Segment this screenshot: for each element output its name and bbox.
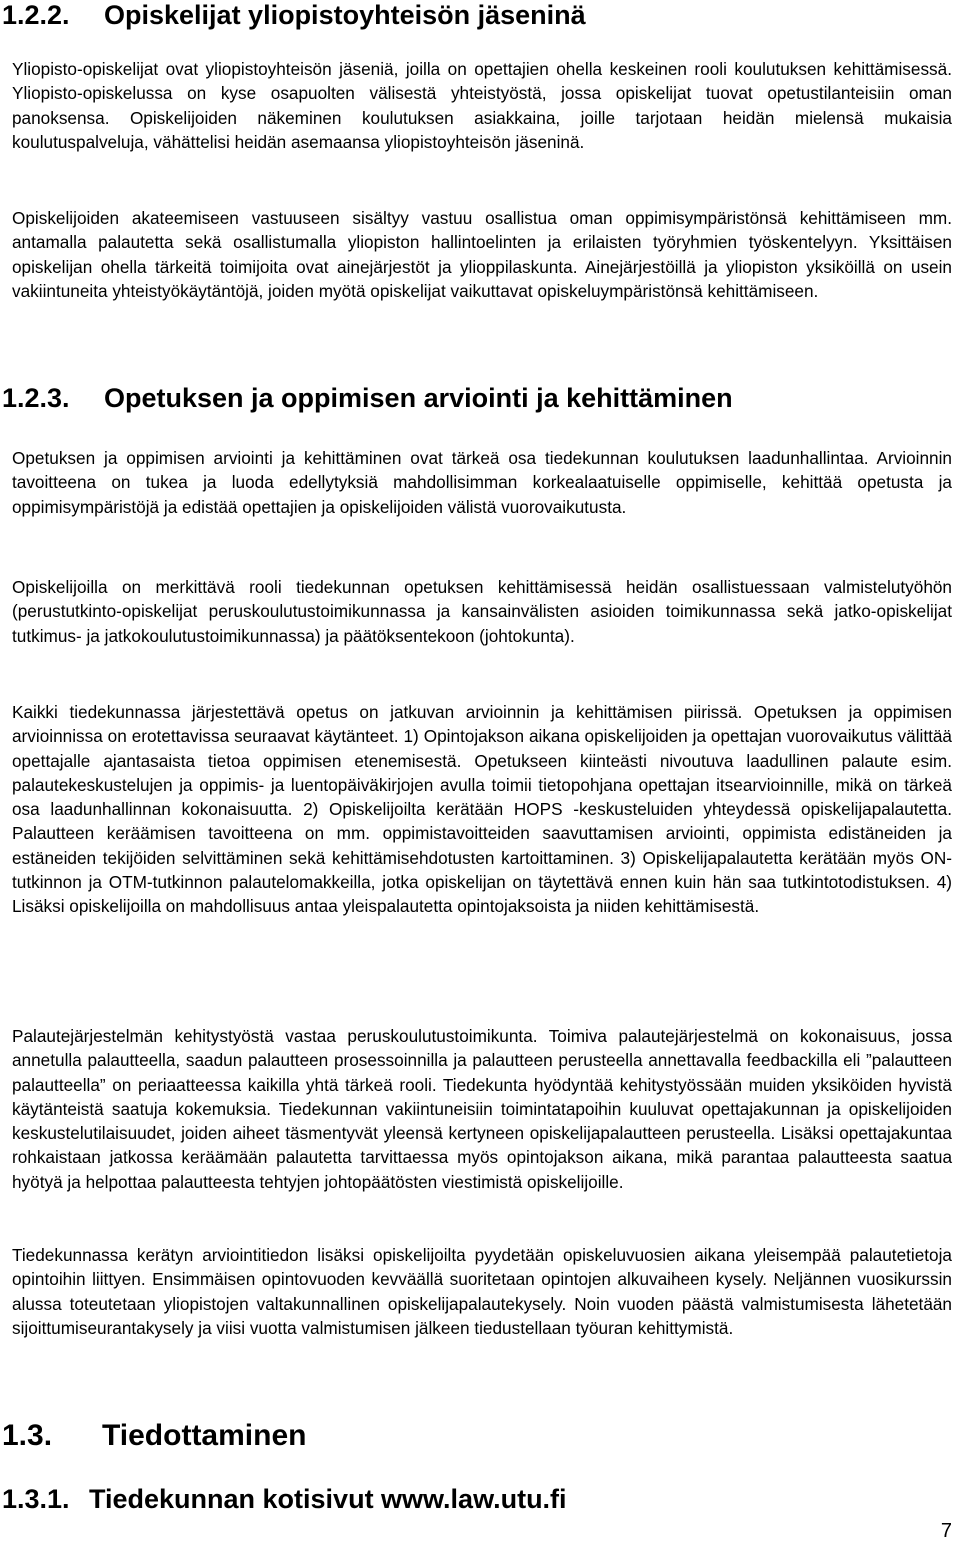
paragraph: Opiskelijoiden akateemiseen vastuuseen sisältyy vastuu osallistua oman oppimisympäristönsä kehittämiseen mm. antamalla palautetta sekä osallistumalla yliopiston hallintoelinten ja erilaisten työryhmien työskentelyyn. Yksittäisen opiskelijan ohella tärkeitä toimijoita ovat ainejärjestöt ja ylioppilaskunta. Ainejärjestöillä ja yliopiston yksiköillä on usein vakiintuneita yhteistyökäytäntöjä, joiden myötä opiskelijat vaikuttavat opiskeluympäristönsä kehittämiseen. — [12, 208, 952, 301]
section-heading-1-3-1 — [2, 1484, 567, 1514]
section-title: Opiskelijat yliopistoyhteisön jäseninä — [104, 0, 586, 30]
section-title: Opetuksen ja oppimisen arviointi ja kehittäminen — [104, 383, 733, 413]
paragraph: Kaikki tiedekunnassa järjestettävä opetus on jatkuvan arvioinnin ja kehittämisen piirissä. Opetuksen ja oppimisen arvioinnissa on erotettavissa seuraavat käytänteet. 1) Opintojakson aikana opiskelijoiden ja opettajan vuorovaikutus välittää opettajalle ajantasaista tietoa oppimisen etenemisestä. Opetukseen kiinteästi nivoutuva laadullinen palaute esim. palautekeskustelujen ja oppimis- ja luentopäiväkirjojen avulla toimii tietopohjana opettajan itsearvioinnille, mikä on tärkeä osa laadunhallinnan kokonaisuutta. 2) Opiskelijoilta kerätään HOPS -keskusteluiden yhteydessä opiskelijapalautetta. Palautteen keräämisen tavoitteena on mm. oppimistavoitteiden saavuttamisen arviointi, oppimista edistäneiden ja estäneiden tekijöiden selvittäminen sekä kehittämisehdotusten kartoittaminen. 3) Opiskelijapalautetta kerätään myös ON-tutkinnon ja OTM-tutkinnon palautelomakkeilla, jotka opiskelijan on täytettävä ennen kuin hän saa tutkintotodistuksen. 4) Lisäksi opiskelijoilla on mahdollisuus antaa yleispalautetta opintojaksoista ja niiden kehittämisestä. — [12, 702, 952, 917]
section-number: 1.2.2. — [2, 0, 70, 30]
section-heading-1-3 — [2, 1419, 306, 1453]
paragraph: Tiedekunnassa kerätyn arviointitiedon lisäksi opiskelijoilta pyydetään opiskeluvuosien aikana yleisempää palautetietoja opintoihin liittyen. Ensimmäisen opintovuoden kevväällä suoritetaan opintojen alkuvaiheen kysely. Neljännen vuosikurssin alussa toteutetaan yliopistojen valtakunnallinen opiskelijapalautekysely. Noin vuoden päästä valmistumisesta lähetetään sijoittumiseurantakysely ja viisi vuotta valmistumisen jälkeen tiedustellaan työuran kehittymistä. — [12, 1245, 952, 1338]
paragraph: Palautejärjestelmän kehitystyöstä vastaa peruskoulutustoimikunta. Toimiva palautejärjestelmä on kokonaisuus, jossa annetulla palautteella, saadun palautteen prosessoinnilla ja palautteen perusteella annettavalla feedbackilla eli ”palautteen palautteella” on periaatteessa kaikilla yhtä tärkeä rooli. Tiedekunta hyödyntää kehitystyössään muiden yksiköiden hyvistä käytänteistä saatuja kokemuksia. Tiedekunnan vakiintuneisiin toimintatapoihin kuuluvat opettajakunnan ja opiskelijoiden keskustelutilaisuudet, joiden aiheet täsmentyvät yleensä kertyneen opiskelijapalautteen perusteella. Lisäksi opettajakuntaa rohkaistaan jatkossa keräämään palautetta tarvittaessa myös opintojakson aikana, mikä parantaa palautteesta saatua hyötyä ja helpottaa palautteesta tehtyjen johtopäätösten viestimistä opiskelijoille. — [12, 1026, 952, 1192]
section-heading-1-2-3 — [2, 383, 733, 413]
paragraph: Opetuksen ja oppimisen arviointi ja kehittäminen ovat tärkeä osa tiedekunnan koulutuksen laadunhallintaa. Arvioinnin tavoitteena on tukea ja luoda edellytyksiä mahdollisimman korkealaatuiselle oppimiselle, kehittää opetusta ja oppimisympäristöjä ja edistää opettajien ja opiskelijoiden välistä vuorovaikutusta. — [12, 448, 952, 517]
page-number: 7 — [940, 1520, 952, 1542]
section-number: 1.3.1. — [2, 1484, 70, 1514]
section-heading-1-2-2 — [2, 0, 586, 30]
section-number: 1.3. — [2, 1419, 53, 1452]
paragraph: Opiskelijoilla on merkittävä rooli tiedekunnan opetuksen kehittämisessä heidän osallistuessaan valmistelutyöhön (perustutkinto-opiskelijat peruskoulutustoimikunnassa ja kansainvälisten asioiden toimikunnassa sekä jatko-opiskelijat tutkimus- ja jatkokoulutustoimikunnassa) ja päätöksentekoon (johtokunta). — [12, 577, 952, 646]
section-title: Tiedekunnan kotisivut www.law.utu.fi — [89, 1484, 567, 1514]
section-title: Tiedottaminen — [102, 1419, 307, 1452]
section-number: 1.2.3. — [2, 383, 70, 413]
paragraph: Yliopisto-opiskelijat ovat yliopistoyhteisön jäseniä, joilla on opettajien ohella keskeinen rooli koulutuksen kehittämisessä. Yliopisto-opiskelussa on kyse osapuolten välisestä yhteistyöstä, jossa opiskelijat tuovat opetustilanteisiin oman panoksensa. Opiskelijoiden näkeminen koulutuksen asiakkaina, joille tarjotaan heidän mielensä mukaisia koulutuspalveluja, vähättelisi heidän asemaansa yliopistoyhteisön jäseninä. — [12, 59, 952, 152]
